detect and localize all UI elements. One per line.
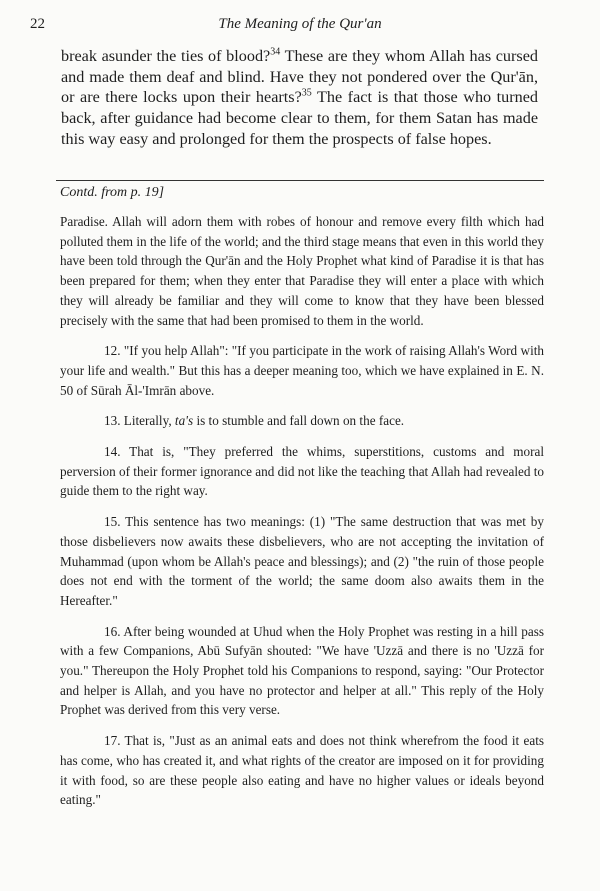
- running-head: The Meaning of the Qur'an: [218, 16, 382, 32]
- footnote-14: 14. That is, "They preferred the whims, superstitions, customs and moral perversion of their former ignorance and did not like the teaching that Allah had revealed to guide them to the right way.: [60, 444, 544, 499]
- main-text-part-3: The fact is that those who turned back, after guidance had become clear to them, for them Satan has made this way easy and prolonged for them the prospects of false hopes.: [61, 88, 539, 148]
- footnote-17: 17. That is, "Just as an animal eats and does not think wherefrom the food it eats has come, who has created it, and what rights of the creator are imposed on it for providing it with food, so are these people also eating and have no higher values or ideals beyond eating.": [60, 733, 544, 808]
- continued-label: Contd. from p. 19]: [60, 185, 165, 200]
- note-ref-35: 35: [301, 88, 312, 100]
- footnote-13: [60, 411, 544, 431]
- footnote-continued: Paradise. Allah will adorn them with robes of honour and remove every filth which had polluted them in the life of the world; and the third stage means that even in this world they have been told through the Qur'ān and the Holy Prophet what kind of Paradise it is that has been prepared for them; when they enter that Paradise they will enter a place with which they will already be familiar and they will come to know that they have been blessed precisely with the same that had been promised to them in the world.: [60, 214, 544, 328]
- main-text-part-2: These are they whom Allah has cursed and made them deaf and blind. Have they not pondered over the Qur'ān, or are there locks upon their hearts?: [61, 47, 538, 107]
- page-header: [30, 16, 570, 38]
- footnote-13-term: ta's: [174, 413, 194, 429]
- main-translation-text: [61, 46, 538, 150]
- note-ref-34: 34: [270, 46, 281, 58]
- footnotes: [60, 212, 544, 810]
- footnote-15: 15. This sentence has two meanings: (1) "The same destruction that was met by those disbelievers now awaits these disbelievers, who are not accepting the invitation of Muhammad (upon whom be Allah's peace and blessings); and (2) "the ruin of those people does not end with the torment of the world; the same doom also awaits them in the Hereafter.": [60, 514, 544, 608]
- footnote-divider: [56, 180, 544, 181]
- footnote-16: 16. After being wounded at Uhud when the Holy Prophet was resting in a hill pass with a few Companions, Abū Sufyān shouted: "We have 'Uzzā and there is no 'Uzzā for you." Thereupon the Holy Prophet told his Companions to respond, saying: "Our Protector and helper is Allah, and you have no protector and helper at all." This reply of the Holy Prophet was derived from this very verse.: [60, 623, 544, 718]
- main-text-part-1: break asunder the ties of blood?: [61, 47, 271, 65]
- page-number: 22: [30, 16, 45, 32]
- footnote-13-post: is to stumble and fall down on the face.: [193, 413, 405, 429]
- footnote-13-pre: 13. Literally,: [104, 413, 175, 429]
- footnote-12: 12. "If you help Allah": "If you participate in the work of raising Allah's Word with your life and wealth." But this has a deeper meaning too, which we have explained in E. N. 50 of Sūrah Āl-'Imrān above.: [60, 343, 544, 398]
